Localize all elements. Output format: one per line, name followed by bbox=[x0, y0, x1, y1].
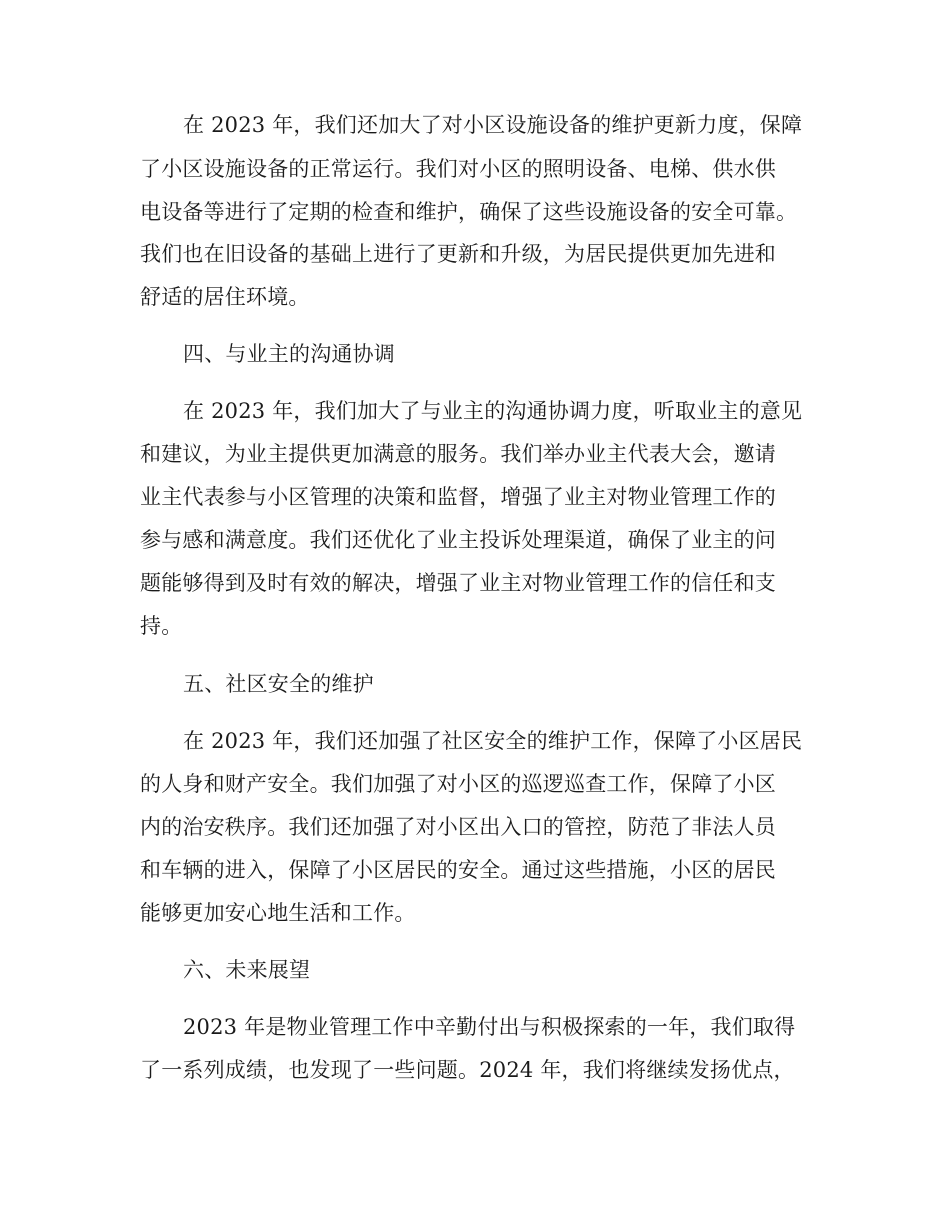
paragraph-line: 和车辆的进入，保障了小区居民的安全。通过这些措施，小区的居民 bbox=[140, 858, 776, 882]
section-heading: 六、未来展望 bbox=[183, 958, 311, 982]
paragraph-line: 了一系列成绩，也发现了一些问题。2024 年，我们将继续发扬优点， bbox=[140, 1058, 795, 1082]
paragraph-line: 的人身和财产安全。我们加强了对小区的巡逻巡查工作，保障了小区 bbox=[140, 772, 776, 796]
paragraph-line: 2023 年是物业管理工作中辛勤付出与积极探索的一年，我们取得 bbox=[183, 1015, 796, 1039]
section-heading: 四、与业主的沟通协调 bbox=[183, 342, 395, 366]
paragraph-line: 持。 bbox=[140, 614, 183, 638]
paragraph-line: 题能够得到及时有效的解决，增强了业主对物业管理工作的信任和支 bbox=[140, 571, 776, 595]
paragraph-line: 内的治安秩序。我们还加强了对小区出入口的管控，防范了非法人员 bbox=[140, 815, 776, 839]
paragraph-line: 参与感和满意度。我们还优化了业主投诉处理渠道，确保了业主的问 bbox=[140, 528, 776, 552]
paragraph-line: 在 2023 年，我们加大了与业主的沟通协调力度，听取业主的意见 bbox=[183, 399, 803, 423]
section-heading: 五、社区安全的维护 bbox=[183, 672, 374, 696]
paragraph-line: 在 2023 年，我们还加强了社区安全的维护工作，保障了小区居民 bbox=[183, 729, 803, 753]
paragraph-line: 了小区设施设备的正常运行。我们对小区的照明设备、电梯、供水供 bbox=[140, 157, 776, 181]
paragraph-line: 业主代表参与小区管理的决策和监督，增强了业主对物业管理工作的 bbox=[140, 485, 776, 509]
paragraph-line: 在 2023 年，我们还加大了对小区设施设备的维护更新力度，保障 bbox=[183, 113, 803, 137]
paragraph-line: 我们也在旧设备的基础上进行了更新和升级，为居民提供更加先进和 bbox=[140, 242, 776, 266]
paragraph-line: 舒适的居住环境。 bbox=[140, 285, 310, 309]
paragraph-line: 能够更加安心地生活和工作。 bbox=[140, 901, 416, 925]
paragraph-line: 和建议，为业主提供更加满意的服务。我们举办业主代表大会，邀请 bbox=[140, 442, 776, 466]
paragraph-line: 电设备等进行了定期的检查和维护，确保了这些设施设备的安全可靠。 bbox=[140, 200, 798, 224]
